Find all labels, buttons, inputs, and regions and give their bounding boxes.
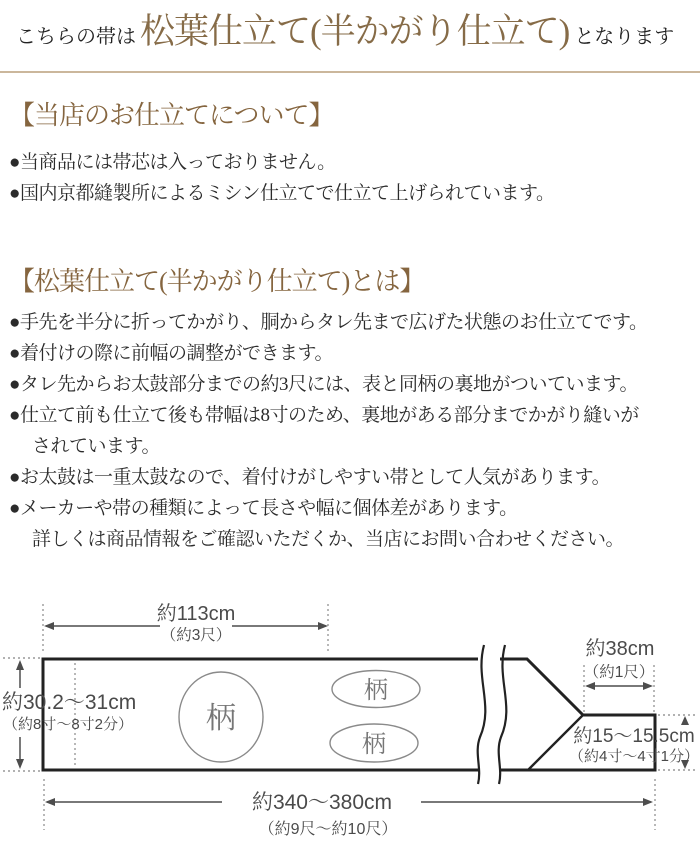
bullet-item: ●メーカーや帯の種類によって長さや幅に個体差があります。 bbox=[9, 498, 518, 519]
belt-break-wavy-lines bbox=[478, 645, 507, 784]
bullet-item: ●お太鼓は一重太鼓なので、着付けがしやすい帯として人気があります。 bbox=[9, 467, 611, 488]
header-divider bbox=[0, 71, 700, 73]
bullet-item-continuation: 詳しくは商品情報をご確認いただくか、当店にお問い合わせください。 bbox=[32, 529, 625, 550]
bullet-item: ●当商品には帯芯は入っておりません。 bbox=[9, 152, 336, 173]
page-title: 松葉仕立て(半かがり仕立て) bbox=[140, 12, 570, 51]
half-width-sun-label: （約4寸〜4寸1分） bbox=[568, 748, 700, 765]
tesaki-shaku-label: （約1尺） bbox=[583, 664, 655, 681]
obi-diagram-svg bbox=[0, 587, 700, 842]
obi-dimension-diagram bbox=[0, 587, 700, 847]
section-matsuba-explanation bbox=[0, 265, 700, 555]
header-banner bbox=[0, 0, 700, 64]
upper-length-shaku-label: （約3尺） bbox=[160, 627, 232, 644]
header-prefix: こちらの帯は bbox=[16, 26, 136, 48]
bullet-item: ●国内京都縫製所によるミシン仕立てで仕立て上げられています。 bbox=[9, 183, 555, 204]
total-length-cm-label: 約340〜380cm bbox=[251, 791, 393, 814]
pattern-label: 柄 bbox=[362, 731, 386, 758]
bullet-item: ●仕立て前も仕立て後も帯幅は8寸のため、裏地がある部分までかがり縫いが bbox=[9, 405, 639, 426]
bullet-item: ●タレ先からお太鼓部分までの約3尺には、表と同柄の裏地がついています。 bbox=[9, 374, 638, 395]
bullet-item-continuation: されています。 bbox=[32, 436, 160, 457]
header-suffix: となります bbox=[574, 26, 675, 48]
section-heading: 【当店のお仕立てについて】 bbox=[9, 101, 334, 130]
width-sun-label: （約8寸〜8寸2分） bbox=[3, 716, 134, 733]
pattern-label: 柄 bbox=[206, 702, 236, 735]
section-shop-tailoring bbox=[0, 99, 700, 209]
bullet-item: ●手先を半分に折ってかがり、胴からタレ先まで広げた状態のお仕立てです。 bbox=[9, 312, 648, 333]
obi-belt-outline bbox=[43, 659, 655, 770]
section-heading: 【松葉仕立て(半かがり仕立て)とは】 bbox=[9, 267, 425, 296]
upper-length-cm-label: 約113cm bbox=[156, 603, 236, 625]
total-length-shaku-label: （約9尺〜約10尺） bbox=[258, 821, 398, 838]
width-cm-label: 約30.2〜31cm bbox=[2, 691, 137, 714]
pattern-label: 柄 bbox=[364, 677, 388, 704]
tesaki-cm-label: 約38cm bbox=[585, 638, 655, 660]
half-width-cm-label: 約15〜15.5cm bbox=[573, 726, 695, 747]
bullet-item: ●着付けの際に前幅の調整ができます。 bbox=[9, 343, 333, 364]
